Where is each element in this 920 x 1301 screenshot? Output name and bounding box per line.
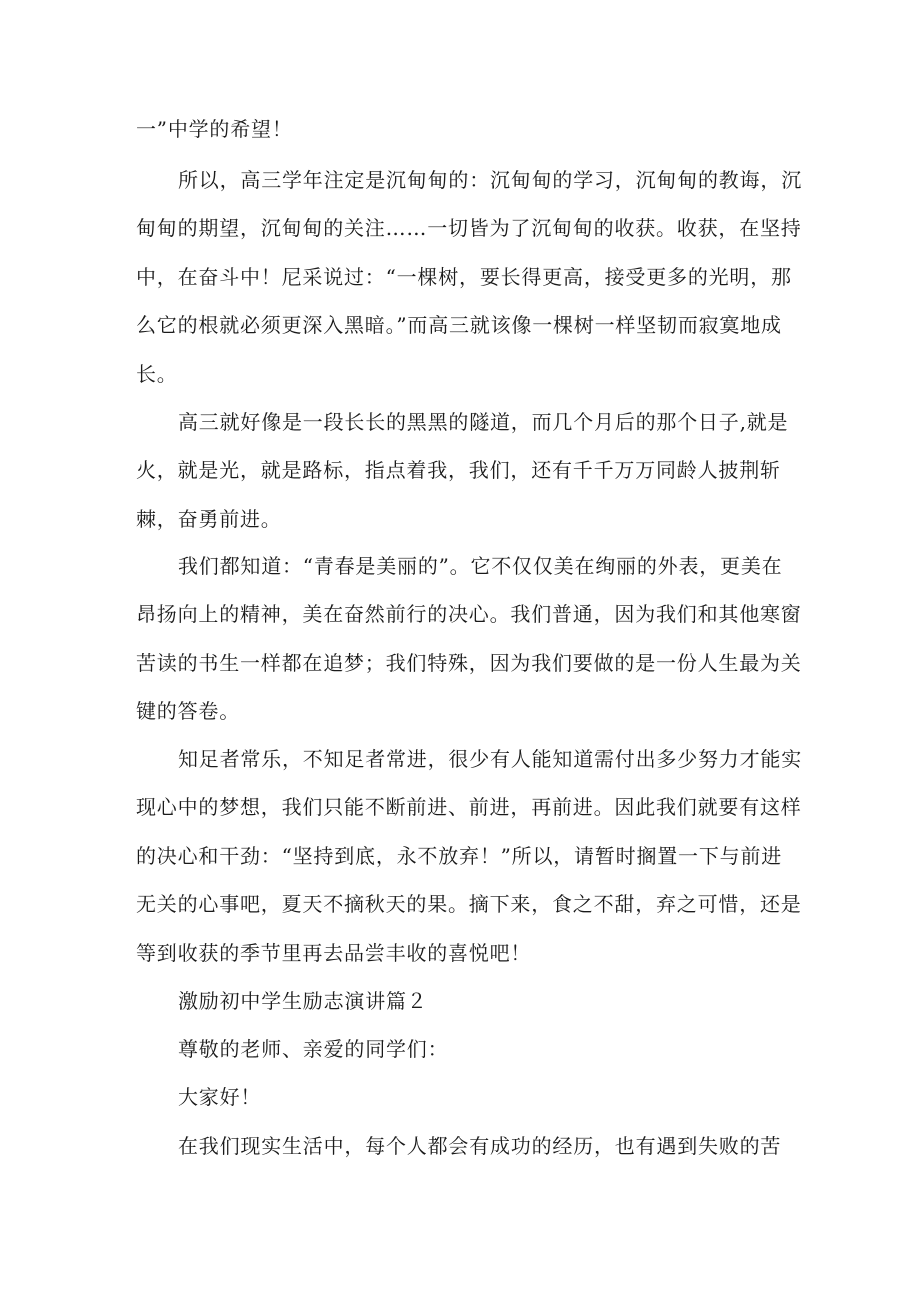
text-line: 无关的心事吧，夏天不摘秋天的果。摘下来，食之不甜，弃之可惜，还是	[136, 892, 802, 916]
text-line: 火，就是光，就是路标，指点着我，我们，还有千千万万同龄人披荆斩	[136, 458, 781, 482]
salutation: 尊敬的老师、亲爱的同学们：	[178, 1037, 449, 1061]
text-line: 等到收获的季节里再去品尝丰收的喜悦吧！	[136, 941, 532, 965]
text-line: 键的答卷。	[136, 699, 240, 723]
text-line: 知足者常乐，不知足者常进，很少有人能知道需付出多少努力才能实	[178, 747, 802, 771]
text-line: 所以，高三学年注定是沉甸甸的：沉甸甸的学习，沉甸甸的教诲，沉	[178, 168, 802, 192]
text-line: 棘，奋勇前进。	[136, 507, 282, 531]
text-line: 一”中学的希望！	[136, 117, 293, 141]
greeting: 大家好！	[178, 1085, 262, 1109]
text-line: 昂扬向上的精神，美在奋然前行的决心。我们普通，因为我们和其他寒窗	[136, 602, 802, 626]
text-line: 苦读的书生一样都在追梦；我们特殊，因为我们要做的是一份人生最为关	[136, 651, 802, 675]
text-line: 甸甸的期望，沉甸甸的关注……一切皆为了沉甸甸的收获。收获，在坚持	[136, 216, 802, 240]
text-line: 的决心和干劲：“坚持到底，永不放弃！”所以，请暂时搁置一下与前进	[136, 844, 783, 868]
text-line: 高三就好像是一段长长的黑黑的隧道，而几个月后的那个日子,就是	[178, 410, 789, 434]
text-line: 中，在奋斗中！尼采说过：“一棵树，要长得更高，接受更多的光明，那	[136, 265, 792, 289]
text-line: 么它的根就必须更深入黑暗。”而高三就该像一棵树一样坚韧而寂寞地成	[136, 313, 782, 337]
text-line: 现心中的梦想，我们只能不断前进、前进，再前进。因此我们就要有这样	[136, 795, 802, 819]
text-line: 长。	[136, 362, 178, 386]
text-line: 在我们现实生活中，每个人都会有成功的经历，也有遇到失败的苦	[178, 1134, 782, 1158]
section-heading: 激励初中学生励志演讲篇２	[178, 989, 428, 1013]
text-line: 我们都知道：“青春是美丽的”。它不仅仅美在绚丽的外表，更美在	[178, 554, 783, 578]
